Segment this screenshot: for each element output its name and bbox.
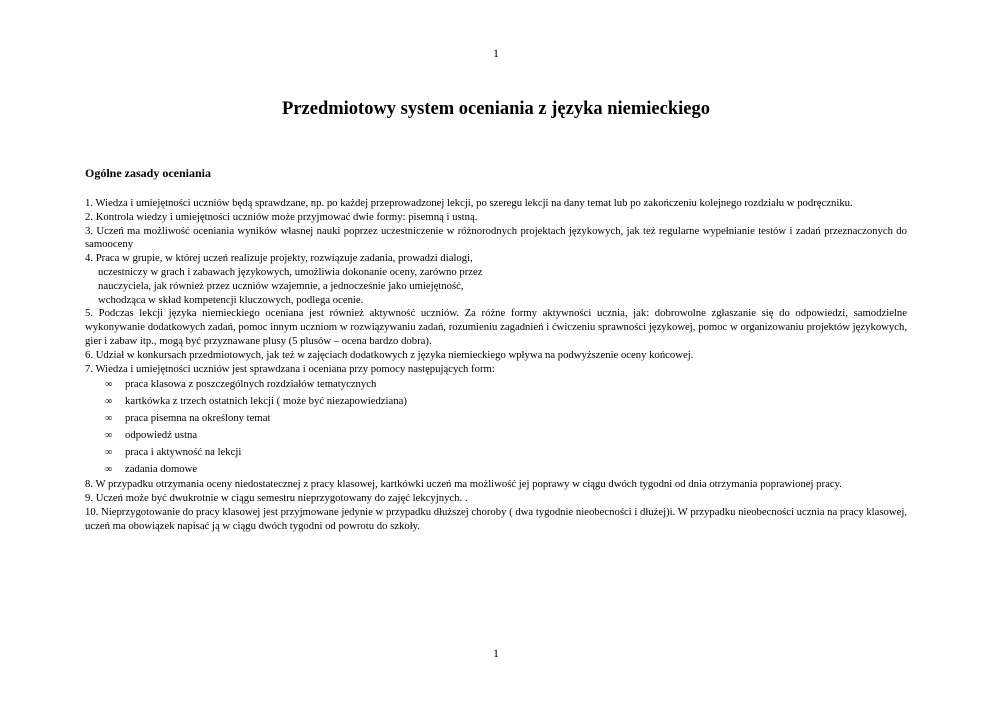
page-number-bottom: 1: [493, 646, 499, 660]
section-heading: Ogólne zasady oceniania: [85, 166, 212, 180]
assessment-forms-list: [85, 376, 907, 478]
paragraph-3: 3. Uczeń ma możliwość oceniania wyników własnej nauki poprzez uczestniczenie w różnorodnych projektach językowych, jak też regularne wypełnianie testów i zadań przeznaczonych do samooceny: [85, 224, 907, 251]
bullet-icon: ∞: [105, 379, 113, 391]
paragraph-6: 6. Udział w konkursach przedmiotowych, jak też w zajęciach dodatkowych z języka niemieckiego wpływa na podwyższenie oceny końcowej.: [85, 348, 694, 361]
list-item: [85, 410, 907, 427]
list-item-text: praca i aktywność na lekcji: [125, 446, 242, 459]
paragraph-4-line-3: nauczyciela, jak również przez uczniów wzajemnie, a jednocześnie jako umiejętność,: [98, 279, 464, 292]
bullet-icon: ∞: [105, 396, 113, 408]
list-item-text: praca klasowa z poszczególnych rozdziałów tematycznych: [125, 378, 377, 391]
list-item: [85, 427, 907, 444]
paragraph-9: 9. Uczeń może być dwukrotnie w ciągu semestru nieprzygotowany do zajęć lekcyjnych. .: [85, 492, 468, 505]
bullet-icon: ∞: [105, 447, 113, 459]
paragraph-7: 7. Wiedza i umiejętności uczniów jest sprawdzana i oceniana przy pomocy następujących form:: [85, 362, 495, 375]
bullet-icon: ∞: [105, 464, 113, 476]
list-item: [85, 393, 907, 410]
paragraph-10: 10. Nieprzygotowanie do pracy klasowej jest przyjmowane jedynie w przypadku dłuższej choroby ( dwa tygodnie nieobecności i dłużej)i. W przypadku nieobecności ucznia na pracy klasowej, uczeń ma obowiązek napisać ją w ciągu dwóch tygodni od powrotu do szkoły.: [85, 505, 907, 532]
paragraph-5: 5. Podczas lekcji języka niemieckiego oceniana jest również aktywność uczniów. Za różne formy aktywności ucznia, jak: dobrowolne zgłaszanie się do odpowiedzi, samodzielne wykonywanie dodatkowych zadań, pomoc innym uczniom w rozwiązywaniu zadań, rozumieniu zagadnień i ćwiczeniu sprawności językowej, pomoc w organizowaniu projektów językowych, gier i zabaw itp., mogą być przyznawane plusy (5 plusów – ocena bardzo dobra).: [85, 307, 907, 347]
document-body: [85, 197, 907, 534]
bullet-icon: ∞: [105, 413, 113, 425]
list-item: [85, 376, 907, 393]
paragraph-4-line-2: uczestniczy w grach i zabawach językowych, umożliwia dokonanie oceny, zarówno przez: [98, 265, 483, 278]
list-item-text: praca pisemna na określony temat: [125, 412, 271, 425]
list-item: [85, 444, 907, 461]
document-title: Przedmiotowy system oceniania z języka niemieckiego: [282, 99, 710, 119]
list-item-text: kartkówka z trzech ostatnich lekcji ( może być niezapowiedziana): [125, 395, 407, 408]
paragraph-1: 1. Wiedza i umiejętności uczniów będą sprawdzane, np. po każdej przeprowadzonej lekcji, po szeregu lekcji na dany temat lub po zakończeniu kolejnego rozdziału w podręczniku.: [85, 197, 853, 209]
list-item-text: zadania domowe: [125, 463, 198, 476]
list-item-text: odpowiedź ustna: [125, 429, 198, 442]
list-item: [85, 461, 907, 478]
paragraph-4-line-4: wchodząca w skład kompetencji kluczowych, podlega ocenie.: [98, 293, 364, 306]
paragraph-8: 8. W przypadku otrzymania oceny niedostatecznej z pracy klasowej, kartkówki uczeń ma możliwość jej poprawy w ciągu dwóch tygodni od dnia otrzymania poprawionej pracy.: [85, 478, 842, 491]
page-number-top: 1: [493, 46, 499, 60]
bullet-icon: ∞: [105, 430, 113, 442]
paragraph-4-line-1: 4. Praca w grupie, w której uczeń realizuje projekty, rozwiązuje zadania, prowadzi dialogi,: [85, 252, 473, 265]
paragraph-2: 2. Kontrola wiedzy i umiejętności uczniów może przyjmować dwie formy: pisemną i ustną.: [85, 210, 478, 223]
